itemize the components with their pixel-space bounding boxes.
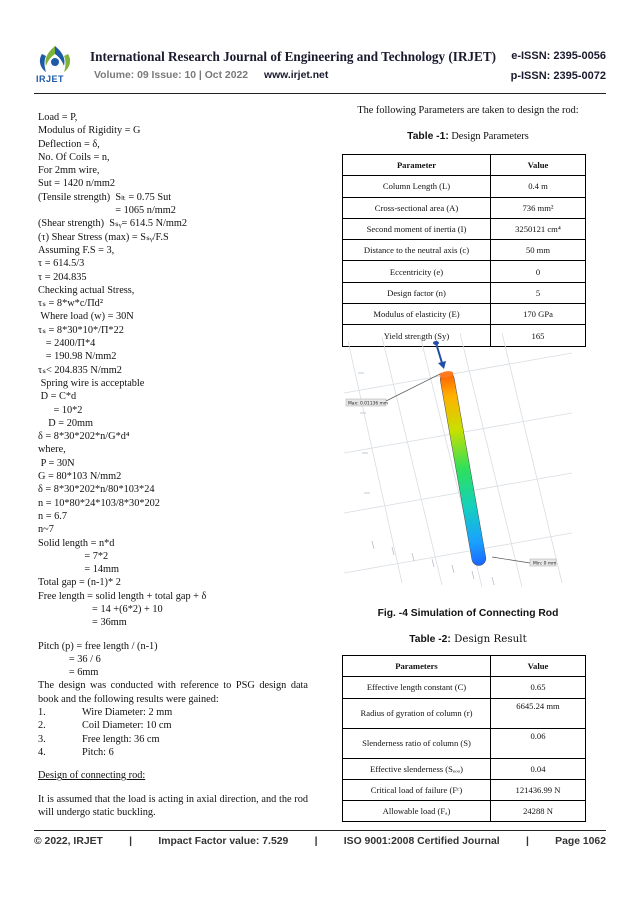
table-cell-value: 121436.99 N — [491, 779, 586, 800]
table-row — [343, 801, 586, 822]
logo-text: IRJET — [36, 74, 65, 84]
calculation-line: τₛ< 204.835 N/mm2 — [38, 364, 122, 376]
calculation-line: = 190.98 N/mm2 — [38, 351, 117, 363]
right-column — [330, 104, 606, 142]
footer-iso: ISO 9001:2008 Certified Journal — [343, 836, 500, 847]
table-cell-parameter: Modulus of elasticity (E) — [343, 304, 491, 325]
calculation-line: = 1065 n/mm2 — [38, 205, 176, 217]
calculation-line: δ = 8*30*202*n/G*d⁴ — [38, 431, 130, 443]
list-item-text: Coil Diameter: 10 cm — [82, 720, 172, 732]
calculation-line: Where load (w) = 30N — [38, 311, 134, 323]
table-cell-value: 24288 N — [491, 801, 586, 822]
journal-title: International Research Journal of Engineering and Technology (IRJET) — [90, 49, 497, 64]
calculation-line: Free length = solid length + total gap + δ — [38, 590, 207, 602]
table2-header-value: Value — [491, 656, 586, 677]
table-row — [343, 261, 586, 282]
table2-header-parameters: Parameters — [343, 656, 491, 677]
calculation-line: n = 10*80*24*103/8*30*202 — [38, 497, 160, 509]
pissn: p-ISSN: 2395-0072 — [510, 70, 606, 82]
calculation-line: Sut = 1420 n/mm2 — [38, 178, 116, 190]
calculation-line: Checking actual Stress, — [38, 284, 135, 296]
min-displacement-label: Min: 0 mm — [533, 561, 557, 567]
table2-title: Design Result — [450, 633, 527, 645]
calculation-line: = 10*2 — [38, 404, 83, 416]
table1-header-value: Value — [491, 155, 586, 176]
eissn: e-ISSN: 2395-0056 — [511, 50, 606, 62]
calculation-line: n = 6.7 — [38, 510, 67, 522]
list-item-text: Pitch: 6 — [82, 746, 114, 758]
table-cell-parameter: Critical load of failure (Fᶜ) — [343, 779, 491, 800]
calculation-line: Deflection = δ, — [38, 138, 100, 150]
table-intro: The following Parameters are taken to design the rod: — [357, 105, 579, 116]
calculation-line: Load = P, — [38, 112, 78, 123]
table-cell-value: 165 — [491, 325, 586, 346]
max-displacement-label: Max: 0.01136 mm — [348, 401, 389, 407]
list-item-text: Free length: 36 cm — [82, 733, 160, 745]
table-row — [343, 176, 586, 197]
design-parameters-table — [342, 154, 586, 347]
calculation-line: Modulus of Rigidity = G — [38, 125, 141, 137]
calculation-line: Total gap = (n-1)* 2 — [38, 577, 121, 589]
table-row — [343, 282, 586, 303]
table-row — [343, 218, 586, 239]
table-cell-parameter: Second moment of inertia (I) — [343, 218, 491, 239]
table1-caption — [330, 131, 606, 142]
results-list — [38, 706, 308, 759]
table-cell-value: 50 mm — [491, 240, 586, 261]
calculation-line: D = C*d — [38, 391, 77, 403]
footer-impact-factor: Impact Factor value: 7.529 — [158, 836, 289, 847]
calculation-line: δ = 8*30*202*n/80*103*24 — [38, 484, 155, 496]
calculation-line: τₛ = 8*w*c/Πd² — [38, 298, 103, 310]
calculation-line: (τ) Shear Stress (max) = Sₛᵧ/F.S — [38, 231, 169, 243]
table-cell-value: 6645.24 mm — [491, 698, 586, 728]
calculation-line: P = 30N — [38, 457, 75, 469]
calculation-line: D = 20mm — [38, 417, 94, 429]
table-cell-parameter: Slenderness ratio of column (S) — [343, 728, 491, 758]
header-rule — [34, 93, 606, 94]
table-row — [343, 197, 586, 218]
connecting-rod-simulation-figure — [342, 333, 574, 589]
calculation-line: = 14mm — [38, 564, 120, 576]
calculation-line: = 36mm — [38, 617, 127, 629]
pitch-line: Pitch (p) = free length / (n-1) — [38, 640, 158, 652]
calculation-line: Spring wire is acceptable — [38, 377, 145, 389]
footer-separator: | — [129, 836, 133, 847]
footer-page-number: Page 1062 — [555, 836, 606, 847]
calculation-line: = 7*2 — [38, 550, 109, 562]
list-item-text: Wire Diameter: 2 mm — [82, 707, 173, 719]
calculation-line: where, — [38, 444, 66, 456]
list-item-number: 3. — [38, 733, 46, 745]
section-heading: Design of connecting rod: — [38, 770, 146, 782]
table-cell-parameter: Yield strength (Sy) — [343, 325, 491, 346]
assumption-paragraph: It is assumed that the load is acting in axial direction, and the rod will undergo static buckling. — [38, 793, 308, 818]
calculation-line: No. Of Coils = n, — [38, 151, 110, 163]
table-row — [343, 779, 586, 800]
table-cell-value: 0.4 m — [491, 176, 586, 197]
calculation-line: Solid length = n*d — [38, 537, 115, 549]
table1-label: Table -1: — [407, 131, 449, 142]
footer-copyright: © 2022, IRJET — [34, 836, 103, 847]
table-cell-parameter: Effective length constant (C) — [343, 677, 491, 698]
table2-caption — [330, 633, 606, 645]
table-cell-parameter: Eccentricity (e) — [343, 261, 491, 282]
list-item — [38, 733, 308, 746]
footer-separator: | — [525, 836, 529, 847]
table-cell-parameter: Allowable load (Fₐ) — [343, 801, 491, 822]
pitch-line: = 36 / 6 — [38, 653, 101, 665]
spring-calculation-lines — [38, 111, 308, 630]
table-row — [343, 728, 586, 758]
table-cell-value: 0.04 — [491, 758, 586, 779]
table-row — [343, 240, 586, 261]
website-link[interactable]: www.irjet.net — [264, 70, 329, 81]
calculation-line: (Shear strength) Sₛᵧ= 614.5 N/mm2 — [38, 218, 188, 230]
footer-rule — [34, 830, 606, 831]
design-paragraph: The design was conducted with reference to PSG design data book and the following results were gained: — [38, 680, 308, 705]
list-item — [38, 746, 308, 759]
figure-caption: Fig. -4 Simulation of Connecting Rod — [377, 608, 559, 619]
table-cell-value: 0 — [491, 261, 586, 282]
table2-label: Table -2: — [409, 634, 451, 645]
footer-separator: | — [314, 836, 318, 847]
list-item — [38, 706, 308, 719]
pitch-line: = 6mm — [38, 667, 99, 679]
table-row — [343, 677, 586, 698]
list-item — [38, 719, 308, 732]
list-item-number: 4. — [38, 746, 46, 758]
table-row — [343, 758, 586, 779]
calculation-line: G = 80*103 N/mm2 — [38, 471, 122, 483]
calculation-line: (Tensile strength) Sₗₜ = 0.75 Sut — [38, 191, 172, 203]
calculation-line: For 2mm wire, — [38, 165, 100, 177]
table-cell-parameter: Design factor (n) — [343, 282, 491, 303]
table-row — [343, 698, 586, 728]
list-item-number: 1. — [38, 707, 46, 719]
table-cell-value: 736 mm² — [491, 197, 586, 218]
page-footer — [34, 836, 606, 847]
connecting-rod — [439, 370, 487, 566]
page-header — [34, 44, 606, 90]
table-cell-value: 3250121 cm⁴ — [491, 218, 586, 239]
calculation-line: τₛ = 8*30*10*/Π*22 — [38, 324, 124, 336]
table1-title: Design Parameters — [448, 131, 529, 142]
volume-issue: Volume: 09 Issue: 10 | Oct 2022 — [94, 70, 249, 81]
pitch-calculation-lines — [38, 640, 308, 680]
calculation-line: τ = 204.835 — [38, 271, 87, 283]
list-item-number: 2. — [38, 720, 46, 732]
calculation-line: τ = 614.5/3 — [38, 258, 85, 270]
table1-header-parameter: Parameter — [343, 155, 491, 176]
calculation-line: = 14 +(6*2) + 10 — [38, 603, 163, 615]
calculation-line: = 2400/Π*4 — [38, 338, 96, 350]
design-result-table — [342, 655, 586, 822]
table-cell-parameter: Distance to the neutral axis (c) — [343, 240, 491, 261]
table-row — [343, 304, 586, 325]
table-cell-parameter: Effective slenderness (Sₑₒₒ) — [343, 758, 491, 779]
table-cell-value: 0.65 — [491, 677, 586, 698]
table-cell-value: 170 GPa — [491, 304, 586, 325]
load-arrow-icon — [433, 341, 446, 369]
left-column — [38, 111, 308, 819]
table-cell-parameter: Radius of gyration of column (r) — [343, 698, 491, 728]
table-cell-parameter: Cross-sectional area (A) — [343, 197, 491, 218]
table-cell-parameter: Column Length (L) — [343, 176, 491, 197]
table-cell-value: 5 — [491, 282, 586, 303]
calculation-line: n~7 — [38, 524, 54, 536]
table-cell-value: 0.06 — [491, 728, 586, 758]
calculation-line: Assuming F.S = 3, — [38, 244, 115, 256]
